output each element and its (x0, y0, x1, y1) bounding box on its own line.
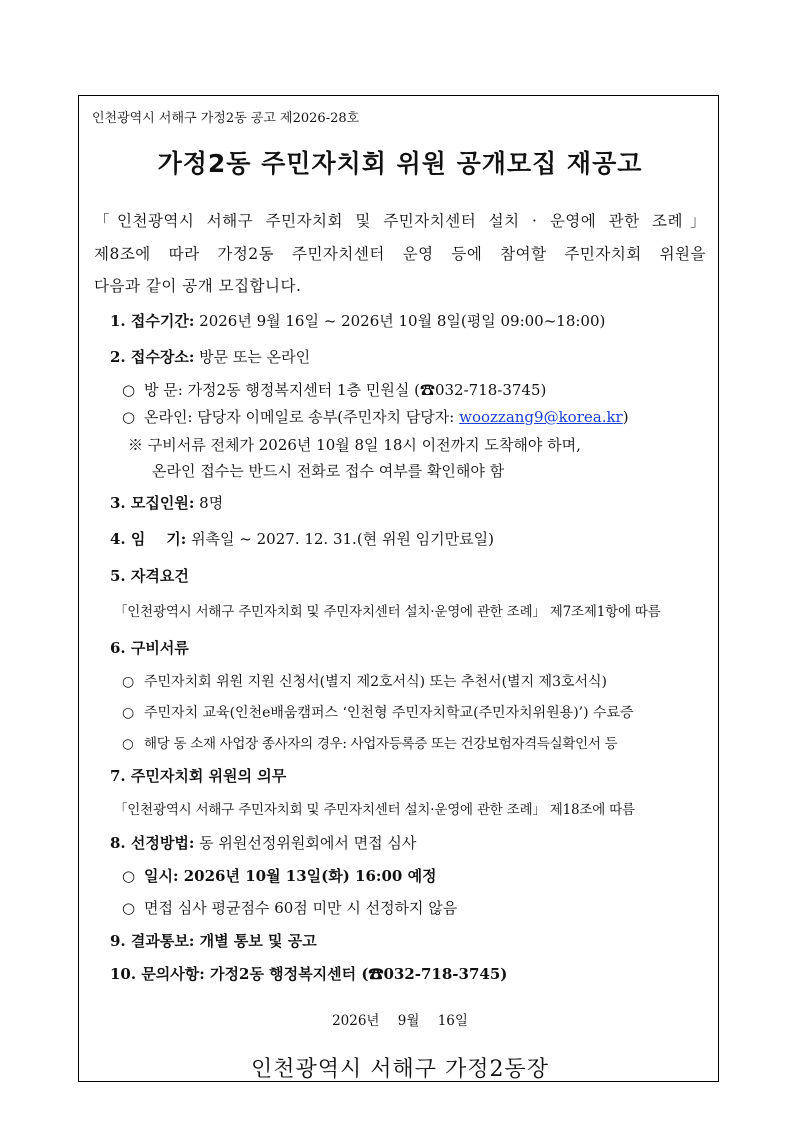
bullet-circle-icon: ○ (122, 899, 136, 917)
section-value: 8명 (194, 494, 224, 512)
bullet-circle-icon: ○ (122, 705, 135, 721)
page-title: 가정2동 주민자치회 위원 공개모집 재공고 (157, 149, 643, 178)
section-label: 5. 자격요건 (110, 567, 189, 585)
section-value: 2026년 9월 16일 ~ 2026년 10월 8일(평일 09:00~18:00) (194, 312, 606, 330)
section-inquiry (110, 964, 507, 984)
section-term (110, 529, 494, 549)
document-item: 주민자치회 위원 지원 신청서(별지 제2호서식) 또는 추천서(별지 제3호서식) (144, 674, 608, 690)
section-duties (110, 766, 286, 786)
section-value: 위촉일 ~ 2027. 12. 31.(현 위원 임기만료일) (186, 530, 494, 548)
intro-line-1: 「인천광역시 서해구 주민자치회 및 주민자치센터 설치 · 운영에 관한 조례」 (94, 212, 706, 230)
interview-date: 일시: 2026년 10월 13일(화) 16:00 예정 (144, 867, 437, 885)
intro-line-2: 제8조에 따라 가정2동 주민자치센터 운영 등에 참여할 주민자치회 위원을 (94, 245, 706, 263)
section-label: 2. 접수장소: (110, 348, 195, 366)
list-item (122, 866, 437, 886)
list-item (122, 672, 607, 692)
section-recruit-count (110, 493, 223, 513)
bullet-circle-icon: ○ (122, 674, 135, 690)
section-value: 방문 또는 온라인 (194, 348, 311, 366)
intro-line-3: 다음과 같이 공개 모집합니다. (94, 277, 302, 295)
bullet-circle-icon: ○ (122, 381, 136, 399)
online-info: 온라인: 담당자 이메일로 송부(주민자치 담당자: (144, 408, 460, 426)
list-item (122, 407, 629, 427)
section-label: 9. 결과통보: (110, 932, 195, 950)
notice-number: 인천광역시 서해구 가정2동 공고 제2026-28호 (92, 111, 360, 126)
signature: 인천광역시 서해구 가정2동장 (250, 1057, 549, 1082)
bullet-circle-icon: ○ (122, 736, 134, 752)
list-item (122, 703, 634, 723)
document-item: 주민자치 교육(인천e배움캠퍼스 ‘인천형 주민자치학교(주민자치위원용)’) 수료증 (144, 705, 634, 721)
note-line-2: 온라인 접수는 반드시 전화로 접수 여부를 확인해야 함 (152, 462, 505, 480)
section-application-period (110, 311, 605, 331)
document-date: 2026년 9월 16일 (332, 1013, 468, 1029)
visit-info: 방 문: 가정2동 행정복지센터 1층 민원실 (☎032-718-3745) (144, 381, 547, 399)
bullet-circle-icon: ○ (122, 867, 136, 885)
section-label: 4. 임 기: (110, 530, 187, 548)
section-value: 가정2동 행정복지센터 (☎032-718-3745) (204, 965, 508, 983)
section-result-notice (110, 931, 317, 951)
list-item (122, 734, 617, 754)
section-application-place (110, 347, 310, 367)
online-info-suffix: ) (622, 408, 629, 426)
section-value: 동 위원선정위원회에서 면접 심사 (194, 834, 417, 852)
list-item (122, 380, 546, 400)
section-qualification (110, 566, 189, 586)
section-value: 개별 통보 및 공고 (194, 932, 317, 950)
section-label: 3. 모집인원: (110, 494, 195, 512)
section-label: 10. 문의사항: (110, 965, 205, 983)
note-line-1: ※ 구비서류 전체가 2026년 10월 8일 18시 이전까지 도착해야 하며, (128, 436, 581, 454)
selection-criteria: 면접 심사 평균점수 60점 미만 시 선정하지 않음 (144, 899, 458, 917)
section-label: 8. 선정방법: (110, 834, 195, 852)
section-label: 6. 구비서류 (110, 639, 189, 657)
section-label: 7. 주민자치회 위원의 의무 (110, 767, 287, 785)
section-documents (110, 638, 189, 658)
section-label: 1. 접수기간: (110, 312, 195, 330)
list-item (122, 898, 457, 918)
section-selection (110, 833, 416, 853)
qualification-reference: 「인천광역시 서해구 주민자치회 및 주민자치센터 설치·운영에 관한 조례」 제7조제1항에 따름 (114, 604, 661, 620)
document-item: 해당 동 소재 사업장 종사자의 경우: 사업자등록증 또는 건강보험자격득실확인서 등 (144, 736, 618, 752)
duties-reference: 「인천광역시 서해구 주민자치회 및 주민자치센터 설치·운영에 관한 조례」 제18조에 따름 (114, 802, 635, 818)
email-link[interactable]: woozzang9@korea.kr (459, 408, 623, 426)
bullet-circle-icon: ○ (122, 408, 136, 426)
